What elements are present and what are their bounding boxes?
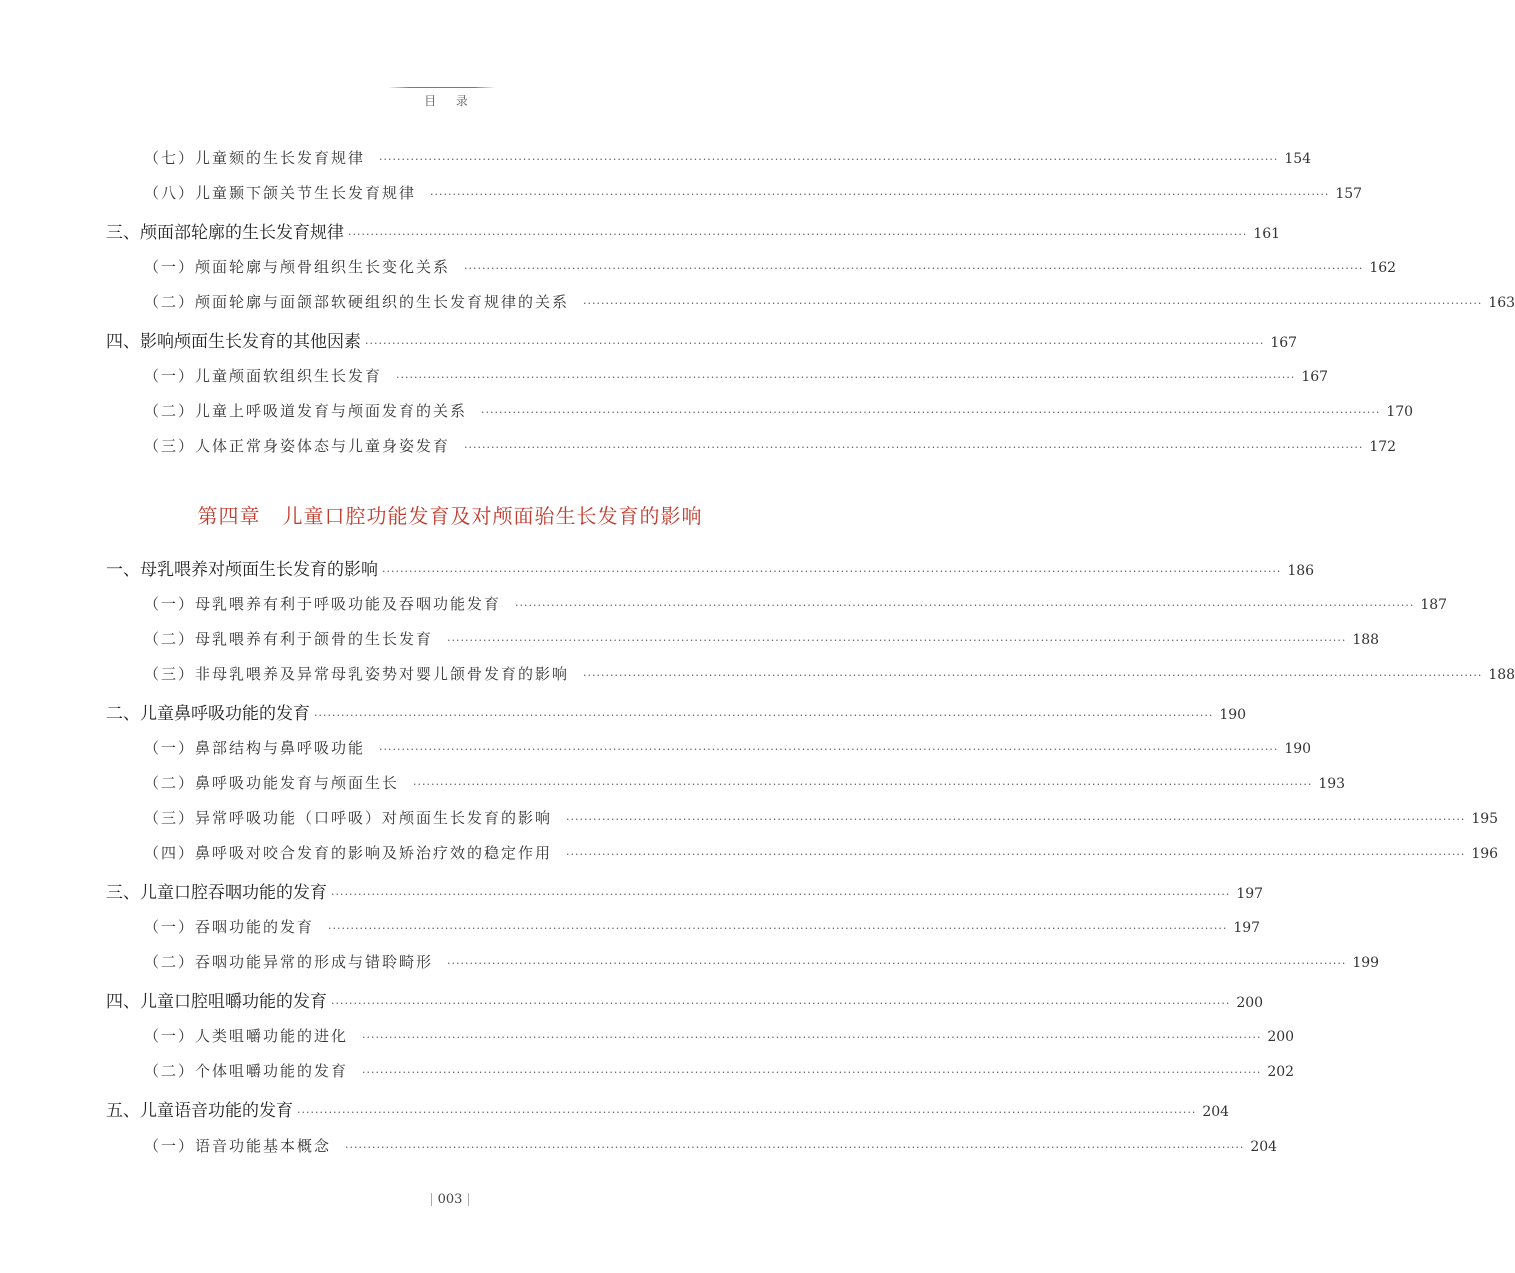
entry-page-number: 195 xyxy=(1471,811,1499,827)
dot-leader: ········································································································································································································ xyxy=(515,599,1415,612)
toc-subsection-entry[interactable] xyxy=(144,146,1312,170)
entry-page-number: 167 xyxy=(1301,369,1329,385)
entry-title: （二）儿童上呼吸道发育与颅面发育的关系 xyxy=(144,402,468,420)
footer-bar-left xyxy=(431,1193,432,1206)
entry-title: （三）异常呼吸功能（口呼吸）对颅面生长发育的影响 xyxy=(144,809,553,827)
dot-leader: ········································································································································································································ xyxy=(413,778,1313,791)
entry-page-number: 186 xyxy=(1287,563,1315,579)
entry-page-number: 200 xyxy=(1236,995,1264,1011)
dot-leader: ········································································································································································································ xyxy=(447,634,1347,647)
toc-subsection-entry[interactable] xyxy=(144,627,1380,651)
dot-leader: ········································································································································································································ xyxy=(379,743,1279,756)
chapter-heading xyxy=(0,500,900,529)
entry-page-number: 161 xyxy=(1253,226,1281,242)
toc-section-entry[interactable] xyxy=(106,558,1315,582)
dot-leader: ········································································································································································································ xyxy=(331,997,1231,1010)
entry-title: （一）母乳喂养有利于呼吸功能及吞咽功能发育 xyxy=(144,595,502,613)
toc-subsection-entry[interactable] xyxy=(144,915,1261,939)
dot-leader: ········································································································································································································ xyxy=(566,848,1466,861)
entry-page-number: 188 xyxy=(1352,632,1380,648)
entry-page-number: 202 xyxy=(1267,1064,1295,1080)
toc-subsection-entry[interactable] xyxy=(144,1134,1278,1158)
toc-subsection-entry[interactable] xyxy=(144,771,1346,795)
dot-leader: ········································································································································································································ xyxy=(464,441,1364,454)
entry-title: （一）语音功能基本概念 xyxy=(144,1137,332,1155)
page-footer xyxy=(0,1192,900,1207)
toc-subsection-entry[interactable] xyxy=(144,841,1499,865)
entry-title: （四）鼻呼吸对咬合发育的影响及矫治疗效的稳定作用 xyxy=(144,844,553,862)
entry-page-number: 188 xyxy=(1488,667,1515,683)
dot-leader: ········································································································································································································ xyxy=(365,337,1265,350)
entry-title: 二、儿童鼻呼吸功能的发育 xyxy=(106,704,310,724)
dot-leader: ········································································································································································································ xyxy=(331,888,1231,901)
dot-leader: ········································································································································································································ xyxy=(345,1141,1245,1154)
toc-subsection-entry[interactable] xyxy=(144,736,1312,760)
entry-title: （二）颅面轮廓与面颌部软硬组织的生长发育规律的关系 xyxy=(144,293,570,311)
entry-title: （一）儿童颅面软组织生长发育 xyxy=(144,367,383,385)
dot-leader: ········································································································································································································ xyxy=(314,709,1214,722)
entry-title: （八）儿童颞下颌关节生长发育规律 xyxy=(144,184,417,202)
toc-section-entry[interactable] xyxy=(106,330,1298,354)
dot-leader: ········································································································································································································ xyxy=(583,297,1483,310)
dot-leader: ········································································································································································································ xyxy=(464,262,1364,275)
entry-title: （一）人类咀嚼功能的进化 xyxy=(144,1027,349,1045)
header-title: 目 录 xyxy=(424,94,476,108)
toc-section-entry[interactable] xyxy=(106,1099,1230,1123)
page-number: 003 xyxy=(437,1192,463,1207)
entry-page-number: 167 xyxy=(1270,335,1298,351)
toc-section-entry[interactable] xyxy=(106,990,1264,1014)
toc-subsection-entry[interactable] xyxy=(144,1024,1295,1048)
entry-page-number: 162 xyxy=(1369,260,1397,276)
toc-section-entry[interactable] xyxy=(106,702,1247,726)
entry-title: （二）个体咀嚼功能的发育 xyxy=(144,1062,349,1080)
entry-title: 四、影响颅面生长发育的其他因素 xyxy=(106,332,361,352)
dot-leader: ········································································································································································································ xyxy=(362,1031,1262,1044)
chapter-title: 儿童口腔功能发育及对颅面骀生长发育的影响 xyxy=(282,504,703,528)
entry-page-number: 163 xyxy=(1488,295,1515,311)
toc-subsection-entry[interactable] xyxy=(144,592,1448,616)
toc-section-entry[interactable] xyxy=(106,881,1264,905)
entry-title: 三、颅面部轮廓的生长发育规律 xyxy=(106,223,344,243)
toc-subsection-entry[interactable] xyxy=(144,255,1397,279)
entry-page-number: 197 xyxy=(1233,920,1261,936)
dot-leader: ········································································································································································································ xyxy=(348,228,1248,241)
toc-subsection-entry[interactable] xyxy=(144,806,1499,830)
toc-subsection-entry[interactable] xyxy=(144,181,1363,205)
dot-leader: ········································································································································································································ xyxy=(481,406,1381,419)
entry-page-number: 157 xyxy=(1335,186,1363,202)
dot-leader: ········································································································································································································ xyxy=(566,813,1466,826)
footer-bar-right xyxy=(468,1193,469,1206)
entry-title: 四、儿童口腔咀嚼功能的发育 xyxy=(106,992,327,1012)
entry-title: 五、儿童语音功能的发育 xyxy=(106,1101,293,1121)
dot-leader: ········································································································································································································ xyxy=(328,922,1228,935)
entry-title: （二）吞咽功能异常的形成与错聆畸形 xyxy=(144,953,434,971)
toc-subsection-entry[interactable] xyxy=(144,1059,1295,1083)
entry-page-number: 170 xyxy=(1386,404,1414,420)
toc-subsection-entry[interactable] xyxy=(144,290,1515,314)
entry-page-number: 154 xyxy=(1284,151,1312,167)
entry-title: （三）人体正常身姿体态与儿童身姿发育 xyxy=(144,437,451,455)
entry-page-number: 200 xyxy=(1267,1029,1295,1045)
entry-title: （七）儿童颏的生长发育规律 xyxy=(144,149,366,167)
entry-title: （一）鼻部结构与鼻呼吸功能 xyxy=(144,739,366,757)
dot-leader: ········································································································································································································ xyxy=(396,371,1296,384)
toc-subsection-entry[interactable] xyxy=(144,662,1515,686)
entry-page-number: 190 xyxy=(1219,707,1247,723)
entry-title: 一、母乳喂养对颅面生长发育的影响 xyxy=(106,560,378,580)
chapter-number: 第四章 xyxy=(197,504,261,528)
dot-leader: ········································································································································································································ xyxy=(430,188,1330,201)
entry-page-number: 187 xyxy=(1420,597,1448,613)
dot-leader: ········································································································································································································ xyxy=(583,669,1483,682)
toc-subsection-entry[interactable] xyxy=(144,950,1380,974)
toc-subsection-entry[interactable] xyxy=(144,434,1397,458)
entry-title: （三）非母乳喂养及异常母乳姿势对婴儿颌骨发育的影响 xyxy=(144,665,570,683)
dot-leader: ········································································································································································································ xyxy=(379,153,1279,166)
entry-page-number: 190 xyxy=(1284,741,1312,757)
entry-page-number: 196 xyxy=(1471,846,1499,862)
toc-section-entry[interactable] xyxy=(106,221,1281,245)
dot-leader: ········································································································································································································ xyxy=(362,1066,1262,1079)
entry-page-number: 172 xyxy=(1369,439,1397,455)
dot-leader: ········································································································································································································ xyxy=(297,1106,1197,1119)
entry-title: 三、儿童口腔吞咽功能的发育 xyxy=(106,883,327,903)
dot-leader: ········································································································································································································ xyxy=(447,957,1347,970)
dot-leader: ········································································································································································································ xyxy=(382,565,1282,578)
entry-title: （一）吞咽功能的发育 xyxy=(144,918,315,936)
entry-page-number: 199 xyxy=(1352,955,1380,971)
entry-page-number: 197 xyxy=(1236,886,1264,902)
entry-title: （一）颅面轮廓与颅骨组织生长变化关系 xyxy=(144,258,451,276)
entry-title: （二）鼻呼吸功能发育与颅面生长 xyxy=(144,774,400,792)
entry-title: （二）母乳喂养有利于颌骨的生长发育 xyxy=(144,630,434,648)
entry-page-number: 204 xyxy=(1250,1139,1278,1155)
toc-subsection-entry[interactable] xyxy=(144,399,1414,423)
toc-subsection-entry[interactable] xyxy=(144,364,1329,388)
entry-page-number: 193 xyxy=(1318,776,1346,792)
entry-page-number: 204 xyxy=(1202,1104,1230,1120)
